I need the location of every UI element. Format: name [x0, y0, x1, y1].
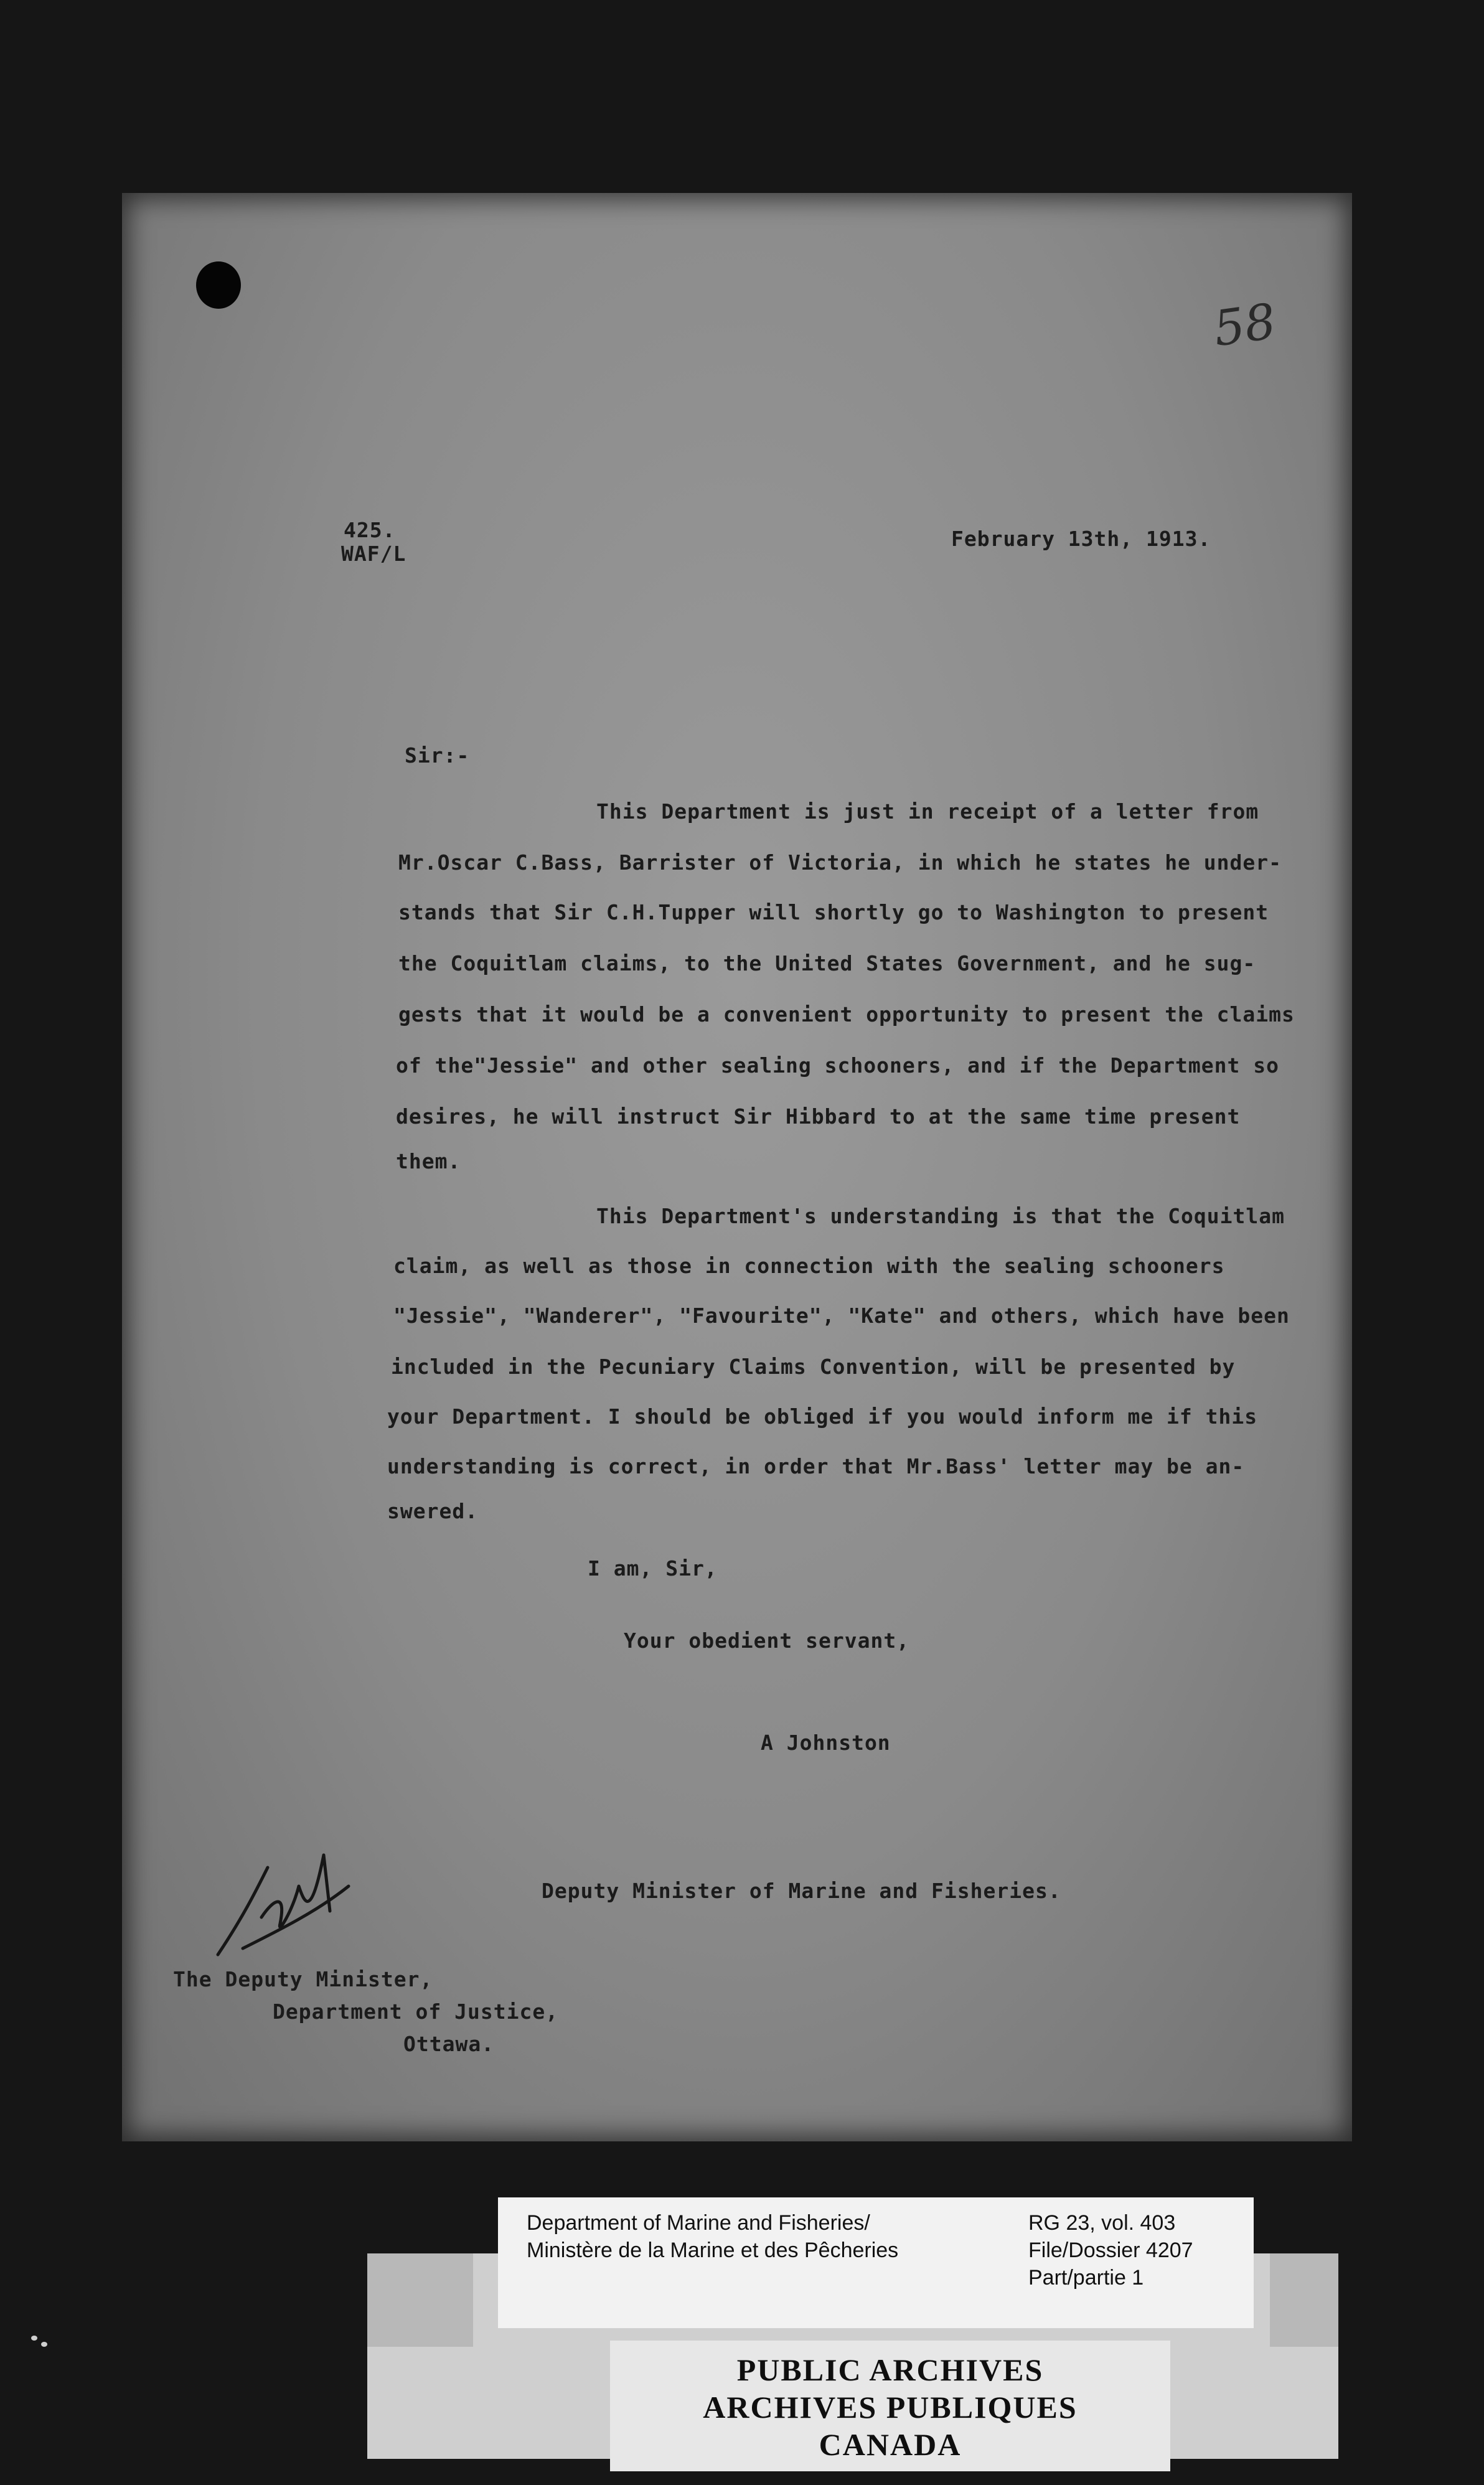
paragraph2-line: included in the Pecuniary Claims Convention, will be presented by	[391, 1355, 1236, 1379]
speck	[31, 2336, 37, 2341]
folio-number: 58	[1210, 293, 1280, 358]
paragraph2-line: "Jessie", "Wanderer", "Favourite", "Kate" and others, which have been	[393, 1304, 1290, 1328]
label-part: Part/partie 1	[1028, 2266, 1144, 2290]
label-tab	[1270, 2253, 1338, 2347]
paragraph1-line: them.	[396, 1149, 461, 1173]
paragraph2-line: This Department's understanding is that the Coquitlam	[596, 1204, 1285, 1228]
archives-stamp	[610, 2341, 1170, 2471]
stamp-line: CANADA	[819, 2427, 962, 2462]
reference-initials: WAF/L	[341, 542, 406, 566]
label-file: File/Dossier 4207	[1028, 2238, 1193, 2262]
letter-date: February 13th, 1913.	[951, 527, 1211, 551]
closing-line: I am, Sir,	[588, 1556, 718, 1581]
label-dept-fr: Ministère de la Marine et des Pêcheries	[527, 2238, 899, 2262]
paragraph1-line: the Coquitlam claims, to the United States Government, and he sug-	[398, 951, 1256, 975]
address-line: Ottawa.	[403, 2032, 495, 2056]
salutation: Sir:-	[405, 743, 470, 768]
reference-number: 425.	[344, 518, 396, 542]
address-line: Department of Justice,	[273, 1999, 559, 2024]
address-line: The Deputy Minister,	[173, 1967, 433, 1991]
label-rg: RG 23, vol. 403	[1028, 2211, 1176, 2235]
paragraph2-line: swered.	[387, 1499, 479, 1523]
paragraph1-line: desires, he will instruct Sir Hibbard to at the same time present	[396, 1104, 1241, 1129]
signatory-name: A Johnston	[761, 1731, 891, 1755]
label-tab	[367, 2253, 473, 2347]
speck	[41, 2342, 47, 2347]
paragraph1-line: stands that Sir C.H.Tupper will shortly go to Washington to present	[398, 900, 1269, 924]
closing-servant: Your obedient servant,	[624, 1628, 910, 1653]
paragraph1-line: gests that it would be a convenient opportunity to present the claims	[398, 1002, 1295, 1026]
paragraph1-line: Mr.Oscar C.Bass, Barrister of Victoria, in which he states he under-	[398, 850, 1282, 875]
punch-hole	[196, 261, 241, 309]
paragraph1-line: of the"Jessie" and other sealing schooners, and if the Department so	[396, 1053, 1280, 1078]
label-dept-en: Department of Marine and Fisheries/	[527, 2211, 870, 2235]
stamp-line: ARCHIVES PUBLIQUES	[703, 2390, 1078, 2425]
stamp-line: PUBLIC ARCHIVES	[736, 2352, 1044, 2387]
paragraph2-line: your Department. I should be obliged if you would inform me if this	[387, 1404, 1258, 1429]
paragraph1-line: This Department is just in receipt of a letter from	[596, 799, 1259, 824]
handwritten-initials	[205, 1843, 355, 1967]
signatory-title: Deputy Minister of Marine and Fisheries.	[542, 1879, 1061, 1903]
paragraph2-line: understanding is correct, in order that Mr.Bass' letter may be an-	[387, 1454, 1245, 1478]
paragraph2-line: claim, as well as those in connection with the sealing schooners	[393, 1254, 1225, 1278]
